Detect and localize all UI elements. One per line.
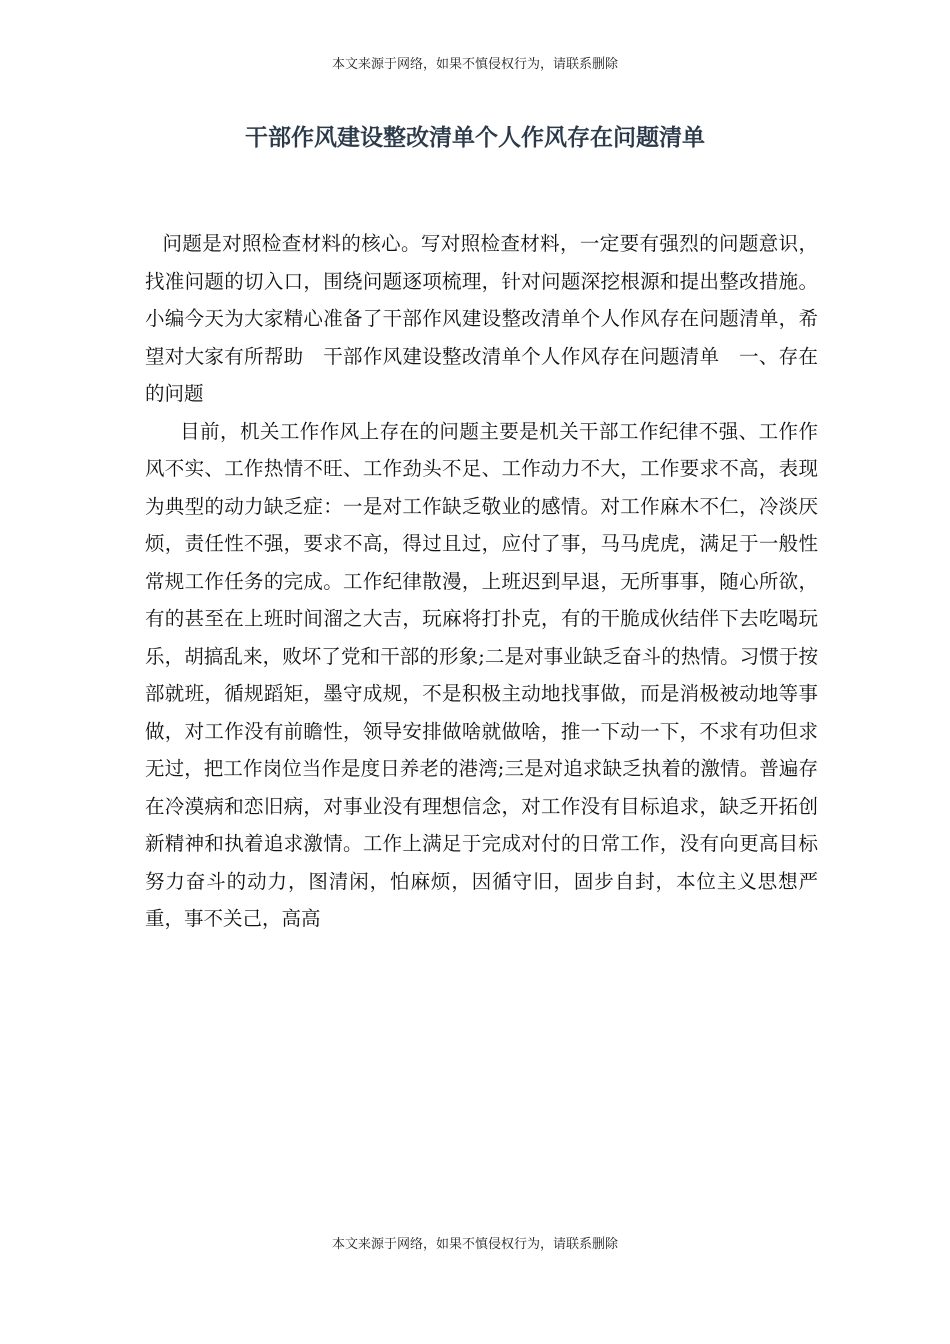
header-disclaimer: 本文来源于网络，如果不慎侵权行为，请联系删除 [331,57,618,72]
document-title: 干部作风建设整改清单个人作风存在问题清单 [245,124,705,151]
intro-paragraph: 问题是对照检查材料的核心。写对照检查材料，一定要有强烈的问题意识，找准问题的切入口，围绕问题逐项梳理，针对问题深挖根源和提出整改措施。小编今天为大家精心准备了干部作风建设整改清单个人作风存在问题清单，希望对大家有所帮助 干部作风建设整改清单个人作风存在问题清单 一、存在的问题 [145,232,818,405]
footer-disclaimer: 本文来源于网络，如果不慎侵权行为，请联系删除 [331,1237,618,1252]
problems-paragraph: 目前，机关工作作风上存在的问题主要是机关干部工作纪律不强、工作作风不实、工作热情不旺、工作劲头不足、工作动力不大，工作要求不高，表现为典型的动力缺乏症：一是对工作缺乏敬业的感情。对工作麻木不仁，冷淡厌烦，责任性不强，要求不高，得过且过，应付了事，马马虎虎，满足于一般性常规工作任务的完成。工作纪律散漫，上班迟到早退，无所事事，随心所欲，有的甚至在上班时间溜之大吉，玩麻将打扑克，有的干脆成伙结伴下去吃喝玩乐，胡搞乱来，败坏了党和干部的形象;二是对事业缺乏奋斗的热情。习惯于按部就班，循规蹈矩，墨守成规，不是积极主动地找事做，而是消极被动地等事做，对工作没有前瞻性，领导安排做啥就做啥，推一下动一下，不求有功但求无过，把工作岗位当作是度日养老的港湾;三是对追求缺乏执着的激情。普遍存在冷漠病和恋旧病，对事业没有理想信念，对工作没有目标追求，缺乏开拓创新精神和执着追求激情。工作上满足于完成对付的日常工作，没有向更高目标努力奋斗的动力，图清闲，怕麻烦，因循守旧，固步自封，本位主义思想严重，事不关己，高高 [145,419,818,930]
document-body [145,225,818,938]
